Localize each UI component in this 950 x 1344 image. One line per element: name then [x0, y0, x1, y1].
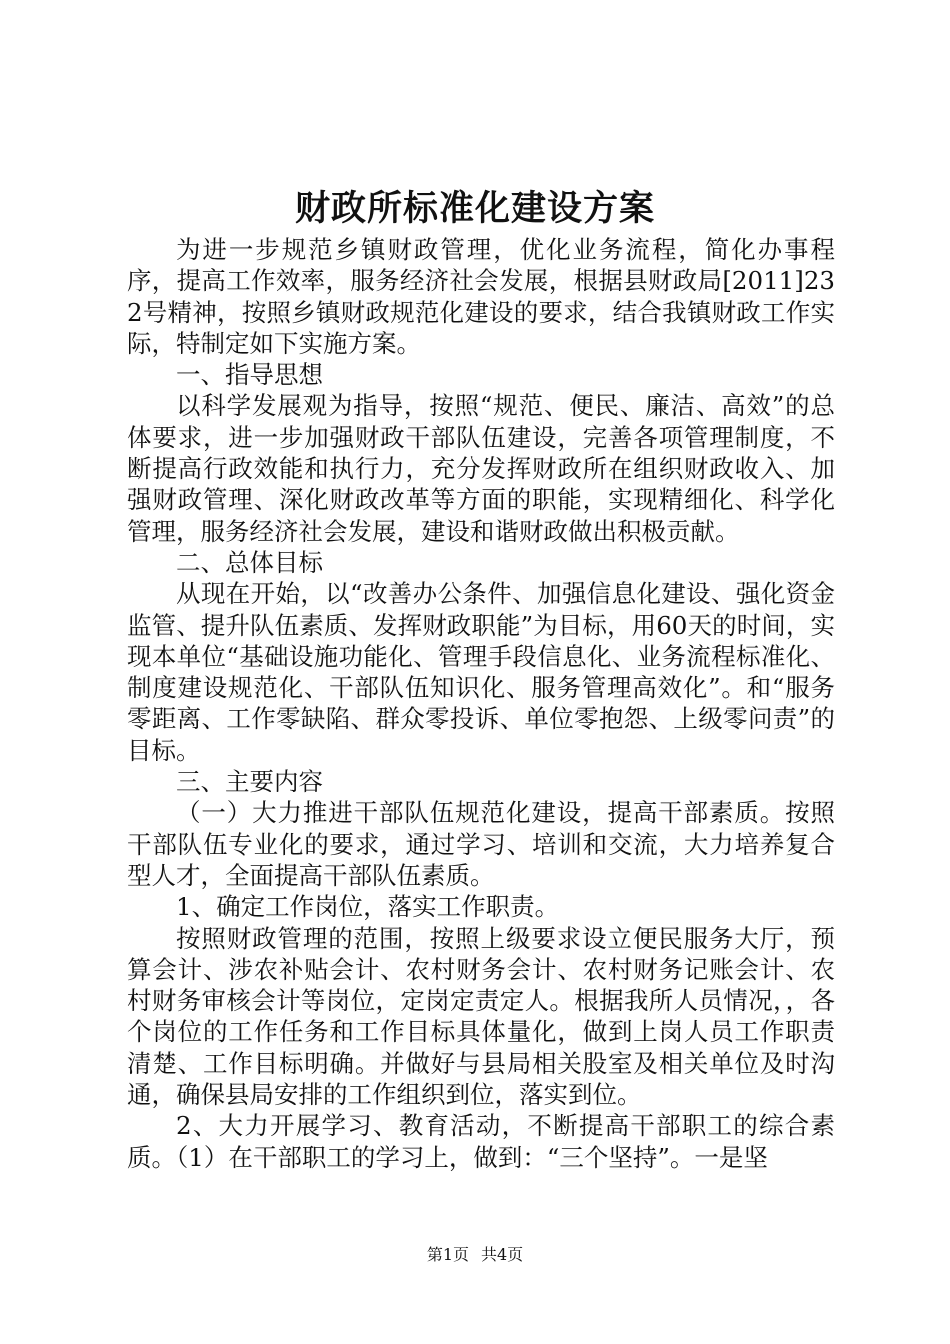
paragraph-overall-goal: 从现在开始，以“改善办公条件、加强信息化建设、强化资金监管、提升队伍素质、发挥财政职能”为目标，用60天的时间，实现本单位“基础设施功能化、管理手段信息化、业务流程标准化、制度建设规范化、干部队伍知识化、服务管理高效化”。和“服务零距离、工作零缺陷、群众零投诉、单位零抱怨、上级零问责”的目标。 [127, 579, 835, 765]
paragraph-intro: 为进一步规范乡镇财政管理，优化业务流程，简化办事程序，提高工作效率，服务经济社会发展，根据县财政局[2011]232号精神，按照乡镇财政规范化建设的要求，结合我镇财政工作实际，特制定如下实施方案。 [127, 235, 835, 358]
page-number-current: 第1页 [426, 1245, 469, 1264]
paragraph-item-1-title: 1、确定工作岗位，落实工作职责。 [176, 892, 560, 922]
section-heading-guiding-ideology: 一、指导思想 [176, 360, 323, 390]
section-heading-overall-goal: 二、总体目标 [176, 547, 323, 577]
section-heading-main-content: 三、主要内容 [176, 767, 323, 797]
paragraph-guiding-ideology: 以科学发展观为指导，按照“规范、便民、廉洁、高效”的总体要求，进一步加强财政干部队伍建设，完善各项管理制度，不断提高行政效能和执行力，充分发挥财政所在组织财政收入、加强财政管理、深化财政改革等方面的职能，实现精细化、科学化管理，服务经济社会发展，建设和谐财政做出积极贡献。 [127, 391, 835, 546]
document-body [127, 234, 835, 1173]
page-number-total: 共4页 [481, 1245, 524, 1264]
page-footer [0, 1243, 950, 1267]
paragraph-item-1-body: 按照财政管理的范围，按照上级要求设立便民服务大厅，预算会计、涉农补贴会计、农村财务会计、农村财务记账会计、农村财务审核会计等岗位，定岗定责定人。根据我所人员情况，，各个岗位的工作任务和工作目标具体量化，做到上岗人员工作职责清楚、工作目标明确。并做好与县局相关股室及相关单位及时沟通，确保县局安排的工作组织到位，落实到位。 [127, 923, 835, 1110]
document-title: 财政所标准化建设方案 [294, 188, 655, 229]
paragraph-subsection-1: （一）大力推进干部队伍规范化建设，提高干部素质。按照干部队伍专业化的要求，通过学习、培训和交流，大力培养复合型人才，全面提高干部队伍素质。 [127, 798, 835, 890]
paragraph-item-2: 2、大力开展学习、教育活动，不断提高干部职工的综合素质。（1）在干部职工的学习上，做到：“三个坚持”。一是坚 [127, 1111, 835, 1172]
